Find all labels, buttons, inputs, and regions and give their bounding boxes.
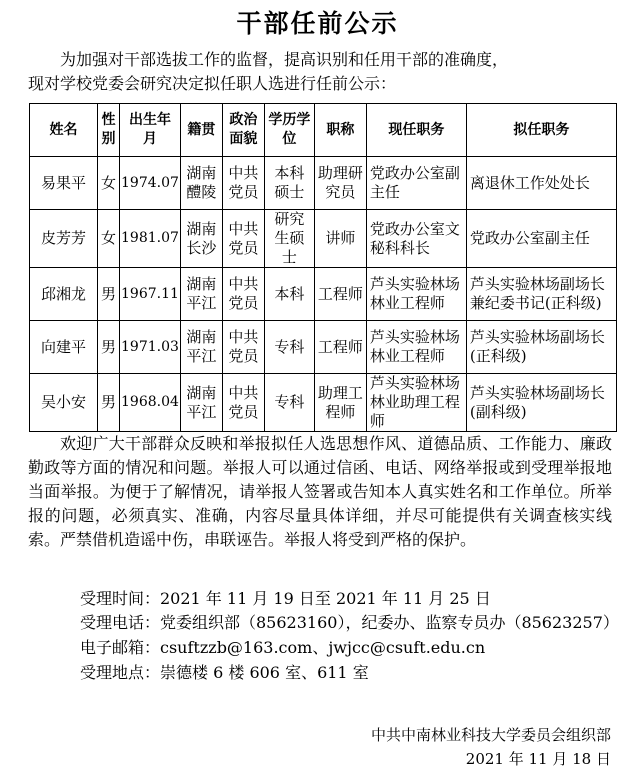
candidate-table xyxy=(29,103,617,432)
header-education: 学历学位 xyxy=(264,104,314,157)
intro-line-1: 为加强对干部选拔工作的监督，提高识别和任用干部的准确度， xyxy=(60,50,509,69)
cell-politics: 中共党员 xyxy=(222,321,264,374)
cell-current-post: 党政办公室副主任 xyxy=(366,157,466,210)
header-gender: 性别 xyxy=(98,104,120,157)
acceptance-time: 受理时间：2021 年 11 月 19 日至 2021 年 11 月 25 日 xyxy=(80,589,491,608)
cell-birth: 1967.11 xyxy=(120,268,181,321)
cell-gender: 男 xyxy=(98,321,120,374)
table-row xyxy=(30,210,617,268)
cell-proposed-post: 芦头实验林场副场长(副科级) xyxy=(466,374,616,432)
table-header-row xyxy=(30,104,617,157)
header-politics: 政治面貌 xyxy=(222,104,264,157)
table-row xyxy=(30,268,617,321)
cell-name: 皮芳芳 xyxy=(30,210,98,268)
header-current-post: 现任职务 xyxy=(366,104,466,157)
table-row xyxy=(30,321,617,374)
cell-current-post: 芦头实验林场林业助理工程师 xyxy=(366,374,466,432)
cell-education: 专科 xyxy=(264,374,314,432)
table-row xyxy=(30,157,617,210)
cell-name: 易果平 xyxy=(30,157,98,210)
cell-name: 邱湘龙 xyxy=(30,268,98,321)
header-birth: 出生年月 xyxy=(120,104,181,157)
page-title: 干部任前公示 xyxy=(236,9,399,38)
cell-education: 研究生硕士 xyxy=(264,210,314,268)
cell-birth: 1981.07 xyxy=(120,210,181,268)
signature-org: 中共中南林业科技大学委员会组织部 xyxy=(370,726,611,744)
cell-education: 专科 xyxy=(264,321,314,374)
acceptance-phone: 受理电话：党委组织部（85623160），纪委办、监察专员办（85623257） xyxy=(80,613,619,632)
cell-gender: 男 xyxy=(98,374,120,432)
cell-origin: 湖南平江 xyxy=(180,374,222,432)
cell-origin: 湖南平江 xyxy=(180,268,222,321)
cell-title: 工程师 xyxy=(314,321,366,374)
cell-origin: 湖南醴陵 xyxy=(180,157,222,210)
cell-politics: 中共党员 xyxy=(222,157,264,210)
cell-politics: 中共党员 xyxy=(222,268,264,321)
cell-gender: 女 xyxy=(98,157,120,210)
cell-birth: 1971.03 xyxy=(120,321,181,374)
header-title: 职称 xyxy=(314,104,366,157)
intro-paragraph xyxy=(28,48,620,96)
intro-line-2: 现对学校党委会研究决定拟任职人选进行任前公示： xyxy=(28,74,397,93)
cell-politics: 中共党员 xyxy=(222,374,264,432)
cell-gender: 男 xyxy=(98,268,120,321)
cell-current-post: 芦头实验林场林业工程师 xyxy=(366,268,466,321)
cell-proposed-post: 党政办公室副主任 xyxy=(466,210,616,268)
header-name: 姓名 xyxy=(30,104,98,157)
cell-proposed-post: 芦头实验林场副场长(正科级) xyxy=(466,321,616,374)
cell-gender: 女 xyxy=(98,210,120,268)
cell-education: 本科硕士 xyxy=(264,157,314,210)
report-instructions: 欢迎广大干部群众反映和举报拟任人选思想作风、道德品质、工作能力、廉政勤政等方面的情况和问题。举报人可以通过信函、电话、网络举报或到受理举报地当面举报。为便于了解情况，请举报人签署或告知本人真实姓名和工作单位。所举报的问题，必须真实、准确，内容尽量具体详细，并尽可能提供有关调查核实线索。严禁借机造谣中伤，串联诬告。举报人将受到严格的保护。 xyxy=(28,434,612,549)
header-origin: 籍贯 xyxy=(180,104,222,157)
cell-birth: 1974.07 xyxy=(120,157,181,210)
cell-title: 助理研究员 xyxy=(314,157,366,210)
cell-current-post: 党政办公室文秘科科长 xyxy=(366,210,466,268)
acceptance-place: 受理地点：崇德楼 6 楼 606 室、611 室 xyxy=(80,663,369,682)
cell-proposed-post: 芦头实验林场副场长兼纪委书记(正科级) xyxy=(466,268,616,321)
cell-proposed-post: 离退休工作处处长 xyxy=(466,157,616,210)
cell-name: 向建平 xyxy=(30,321,98,374)
header-proposed-post: 拟任职务 xyxy=(466,104,616,157)
cell-title: 讲师 xyxy=(314,210,366,268)
signature-date: 2021 年 11 月 18 日 xyxy=(465,750,611,768)
cell-birth: 1968.04 xyxy=(120,374,181,432)
table-row xyxy=(30,374,617,432)
acceptance-email: 电子邮箱：csuftzzb@163.com、jwjcc@csuft.edu.cn xyxy=(80,638,486,657)
cell-title: 工程师 xyxy=(314,268,366,321)
cell-name: 吴小安 xyxy=(30,374,98,432)
cell-origin: 湖南平江 xyxy=(180,321,222,374)
cell-politics: 中共党员 xyxy=(222,210,264,268)
cell-current-post: 芦头实验林场林业工程师 xyxy=(366,321,466,374)
cell-education: 本科 xyxy=(264,268,314,321)
cell-title: 助理工程师 xyxy=(314,374,366,432)
cell-origin: 湖南长沙 xyxy=(180,210,222,268)
